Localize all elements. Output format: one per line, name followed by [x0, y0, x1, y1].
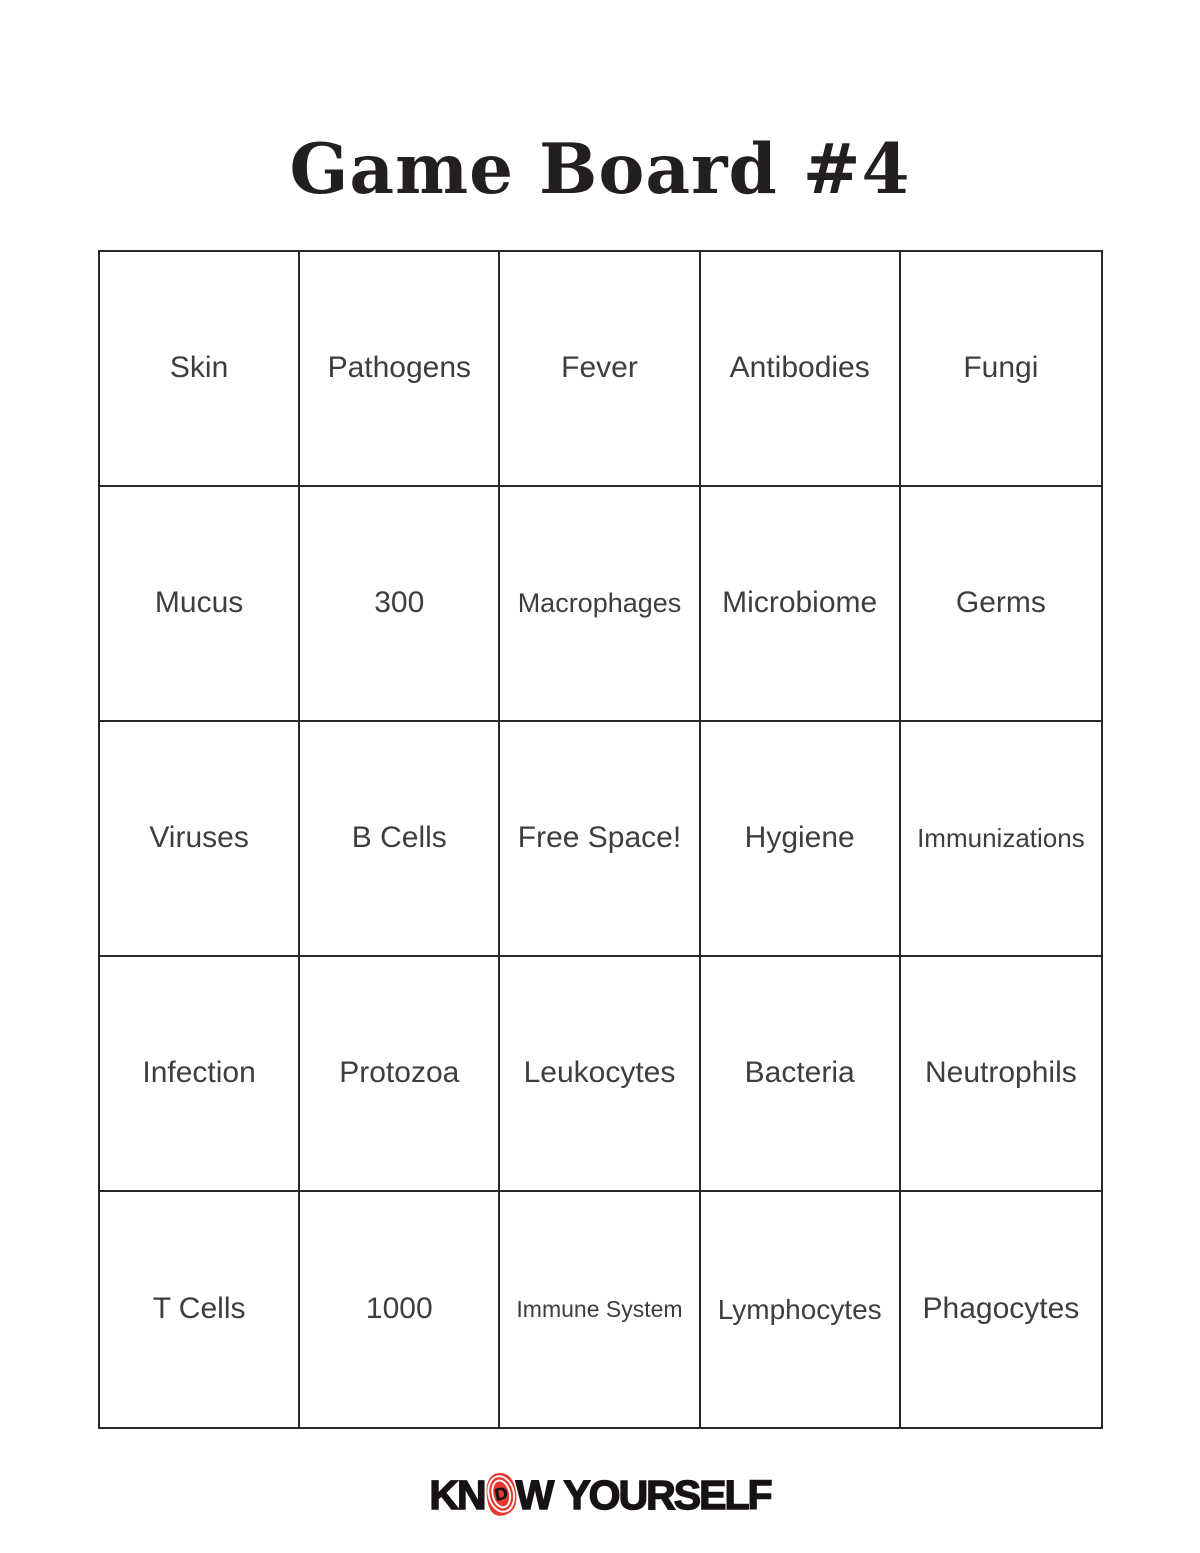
cell-label: Fungi: [963, 351, 1039, 385]
logo-text-yourself: YOURSELF: [563, 1471, 771, 1518]
cell-label: Bacteria: [744, 1056, 855, 1090]
free-space-cell: [500, 722, 700, 957]
cell-label: Immune System: [516, 1295, 683, 1322]
board-cell: [100, 722, 300, 957]
cell-label: Hygiene: [744, 821, 855, 855]
cell-label: Viruses: [149, 821, 249, 855]
board-cell: [901, 722, 1101, 957]
cell-label: Skin: [169, 351, 229, 385]
cell-label: Lymphocytes: [717, 1293, 882, 1325]
board-cell: [701, 957, 901, 1192]
footer: [0, 1468, 1200, 1522]
cell-label: Phagocytes: [922, 1292, 1080, 1326]
cell-label: Protozoa: [339, 1056, 460, 1090]
bingo-board: [98, 250, 1103, 1429]
board-cell: [100, 487, 300, 722]
board-cell: [500, 487, 700, 722]
board-cell: [500, 1192, 700, 1427]
know-yourself-logo: [429, 1471, 770, 1519]
board-cell: [701, 487, 901, 722]
cell-label: Mucus: [154, 586, 244, 620]
logo-text-kn: KN: [429, 1471, 485, 1518]
board-cell: [300, 252, 500, 487]
cell-label: Germs: [955, 586, 1046, 620]
cell-label: Pathogens: [327, 351, 472, 385]
board-cell: [901, 252, 1101, 487]
board-cell: [300, 1192, 500, 1427]
board-cell: [701, 1192, 901, 1427]
svg-text:D: D: [491, 1483, 511, 1507]
board-cell: [901, 487, 1101, 722]
board-cell: [500, 957, 700, 1192]
board-cell: [901, 1192, 1101, 1427]
cell-label: Infection: [142, 1056, 256, 1090]
cell-label: Immunizations: [917, 822, 1085, 853]
board-cell: [300, 957, 500, 1192]
cell-label: 1000: [365, 1292, 433, 1326]
board-cell: [100, 1192, 300, 1427]
board-cell: [500, 252, 700, 487]
logo-text-w: W: [515, 1471, 553, 1518]
page-title: Game Board #4: [289, 129, 911, 210]
fingerprint-o-icon: [483, 1470, 519, 1518]
cell-label: 300: [374, 586, 425, 620]
board-cell: [300, 487, 500, 722]
cell-label: T Cells: [152, 1292, 246, 1326]
cell-label: Macrophages: [517, 588, 682, 619]
board-cell: [701, 722, 901, 957]
cell-label: Fever: [561, 351, 638, 385]
board-cell: [100, 252, 300, 487]
board-cell: [901, 957, 1101, 1192]
board-cell: [100, 957, 300, 1192]
board-cell: [701, 252, 901, 487]
cell-label: Free Space!: [517, 821, 682, 855]
cell-label: Antibodies: [729, 351, 870, 385]
cell-label: Leukocytes: [523, 1056, 676, 1090]
cell-label: Microbiome: [722, 586, 878, 620]
board-cell: [300, 722, 500, 957]
cell-label: Neutrophils: [925, 1056, 1077, 1090]
cell-label: B Cells: [351, 821, 447, 855]
